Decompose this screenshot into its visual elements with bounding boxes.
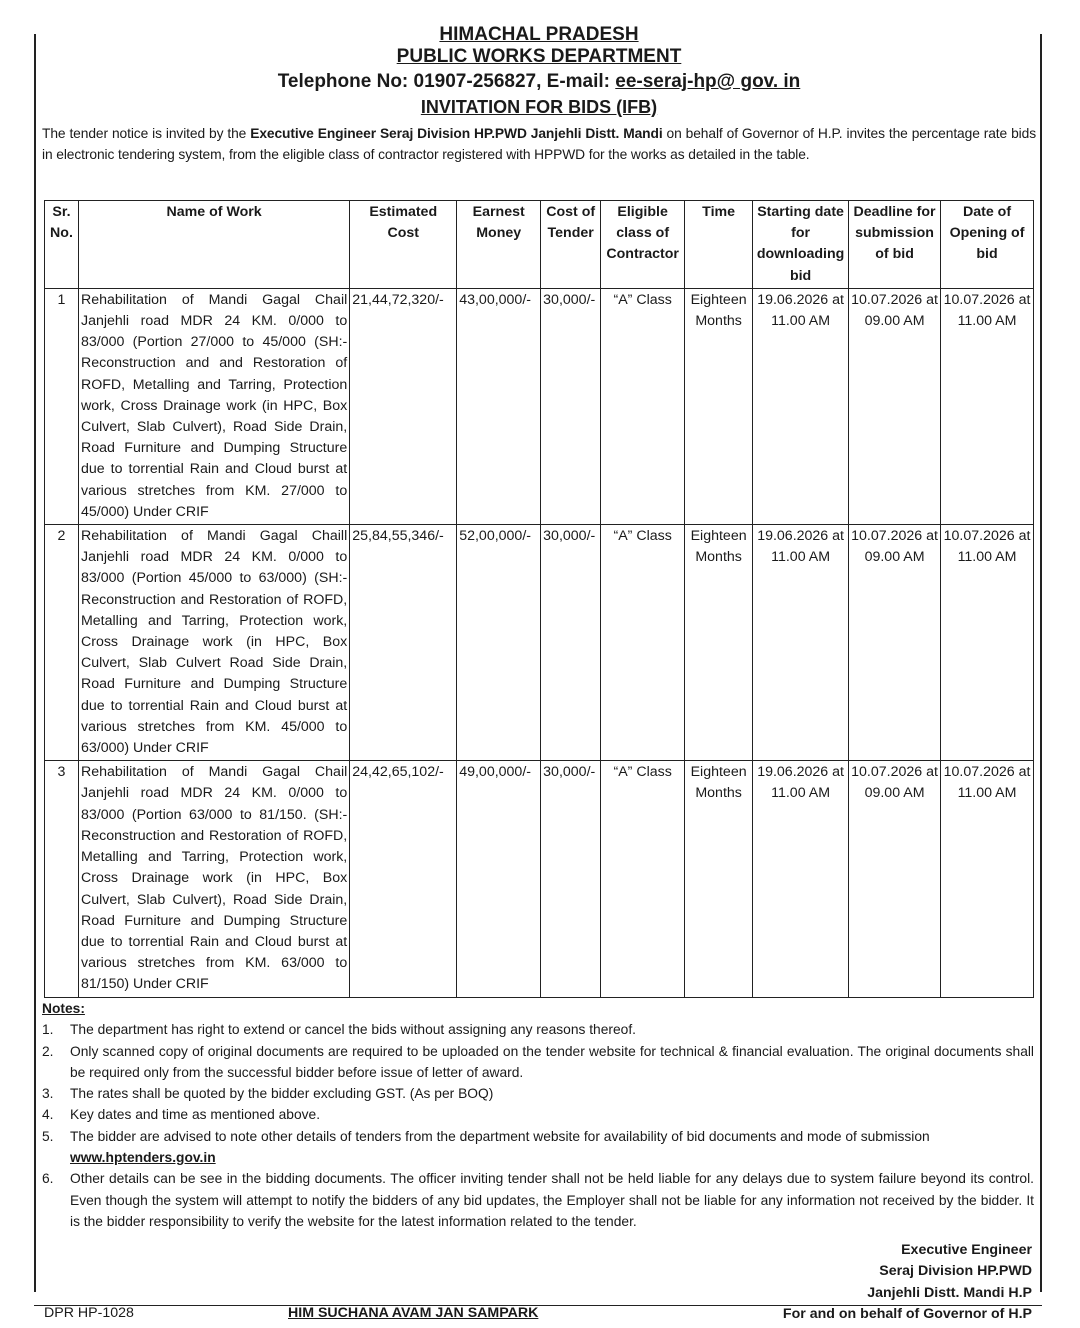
cell-opening: 10.07.2026 at 11.00 AM (941, 761, 1034, 997)
cell-opening: 10.07.2026 at 11.00 AM (941, 525, 1034, 761)
col-header-work: Name of Work (78, 201, 349, 289)
state-name: HIMACHAL PRADESH (439, 24, 639, 45)
cell-est-cost: 21,44,72,320/- (350, 288, 457, 524)
note-number: 2. (42, 1043, 54, 1059)
col-header-earnest: Earnest Money (457, 201, 541, 289)
col-header-est-cost: Estimated Cost (350, 201, 457, 289)
col-header-time: Time (685, 201, 753, 289)
signatory-division: Seraj Division HP.PWD (879, 1263, 1032, 1280)
tender-notice (34, 24, 1044, 1322)
col-header-start: Starting date for downloading bid (753, 201, 849, 289)
col-header-class: Eligible class of Contractor (601, 201, 685, 289)
note-text: The department has right to extend or cancel the bids without assigning any reasons thereof. (70, 1022, 637, 1038)
note-number: 6. (42, 1171, 54, 1187)
note-number: 5. (42, 1128, 54, 1144)
cell-tender-cost: 30,000/- (541, 525, 601, 761)
cell-sr: 3 (45, 761, 79, 997)
intro-text-2: on behalf of Governor of H.P. invites the percentage rate bids in electronic tendering system, from the eligible class of contractor registered with HPPWD for the works as detailed in the table. (42, 126, 1036, 162)
col-header-deadline: Deadline for submission of bid (849, 201, 941, 289)
telephone-text: Telephone No: 01907-256827, E-mail: (277, 71, 616, 92)
cell-start: 19.06.2026 at 11.00 AM (753, 288, 849, 524)
note-text: Key dates and time as mentioned above. (70, 1107, 321, 1123)
note-item (42, 1104, 1034, 1125)
signatory-location: Janjehli Distt. Mandi H.P (867, 1284, 1032, 1301)
email-address: ee-seraj-hp@ gov. in (615, 71, 801, 92)
intro-paragraph (42, 123, 1036, 165)
intro-authority: Executive Engineer Seraj Division HP.PWD Janjehli Distt. Mandi (250, 126, 663, 141)
note-number: 3. (42, 1086, 54, 1102)
cell-est-cost: 25,84,55,346/- (350, 525, 457, 761)
cell-deadline: 10.07.2026 at 09.00 AM (849, 288, 941, 524)
cell-deadline: 10.07.2026 at 09.00 AM (849, 761, 941, 997)
col-header-tender-cost: Cost of Tender (541, 201, 601, 289)
signature-block (783, 1240, 1032, 1325)
department-name: PUBLIC WORKS DEPARTMENT (396, 46, 682, 67)
cell-est-cost: 24,42,65,102/- (350, 761, 457, 997)
cell-tender-cost: 30,000/- (541, 288, 601, 524)
col-header-sr: Sr. No. (45, 201, 79, 289)
dpr-number: DPR HP-1028 (44, 1305, 134, 1321)
notes-heading: Notes: (42, 1001, 85, 1016)
cell-sr: 2 (45, 525, 79, 761)
note-item (42, 1041, 1034, 1084)
contact-line (34, 70, 1044, 94)
note-number: 1. (42, 1022, 54, 1038)
cell-earnest: 52,00,000/- (457, 525, 541, 761)
signatory-behalf: For and on behalf of Governor of H.P (782, 1305, 1032, 1322)
cell-start: 19.06.2026 at 11.00 AM (753, 761, 849, 997)
col-header-opening: Date of Opening of bid (941, 201, 1034, 289)
frame-left-border (34, 34, 36, 1292)
table-row (45, 525, 1034, 761)
cell-work: Rehabilitation of Mandi Gagal Chail Janjehli road MDR 24 KM. 0/000 to 83/000 (Portion 63/000 to 81/150. (SH:- Reconstruction and Restoration of ROFD, Metalling and Tarring, Protection work, Cross Drainage work (in HPC, Box Culvert, Slab Culvert), Road Side Drain, Road Furniture and Dumping Structure due to torrential Rain and Cloud burst at various stretches from KM. 63/000 to 81/150) Under CRIF (78, 761, 349, 997)
publisher-name: HIM SUCHANA AVAM JAN SAMPARK (288, 1305, 539, 1321)
note-text: Only scanned copy of original documents are required to be uploaded on the tender website for technical & financial evaluation. The original documents shall be required only from the successful bidder before issue of letter of award. (70, 1043, 1034, 1080)
note-text: The bidder are advised to note other details of tenders from the department website for availability of bid documents and mode of submission (70, 1128, 930, 1144)
bids-table (44, 200, 1034, 998)
cell-work: Rehabilitation of Mandi Gagal Chail Janjehli road MDR 24 KM. 0/000 to 83/000 (Portion 27/000 to 45/000 (SH:- Reconstruction and and Restoration of ROFD, Metalling and Tarring, Protection work, Cross Drainage work (in HPC, Box Culvert, Slab Culvert), Road Side Drain, Road Furniture and Dumping Structure due to torrential Rain and Cloud burst at various stretches from KM. 27/000 to 45/000) Under CRIF (78, 288, 349, 524)
cell-earnest: 49,00,000/- (457, 761, 541, 997)
cell-earnest: 43,00,000/- (457, 288, 541, 524)
table-header-row (45, 201, 1034, 289)
note-text: The rates shall be quoted by the bidder excluding GST. (As per BOQ) (70, 1086, 494, 1102)
table-row (45, 761, 1034, 997)
cell-tender-cost: 30,000/- (541, 761, 601, 997)
frame-right-border (1040, 34, 1042, 1292)
signatory-title: Executive Engineer (901, 1242, 1032, 1258)
note-text: Other details can be see in the bidding documents. The officer inviting tender shall not be held liable for any delays due to system failure beyond its control. Even though the system will attempt to notify the bidders of any bid updates, the Employer shall not be liable for any information not received by the bidder. It is the bidder responsibility to verify the website for the latest information related to the tender. (70, 1171, 1034, 1229)
notes-section (42, 998, 1034, 1232)
cell-time: Eighteen Months (685, 525, 753, 761)
notice-title: INVITATION FOR BIDS (IFB) (420, 97, 658, 117)
tender-website-link[interactable]: www.hptenders.gov.in (70, 1150, 216, 1166)
table-row (45, 288, 1034, 524)
cell-work: Rehabilitation of Mandi Gagal Chaill Janjehli road MDR 24 KM. 0/000 to 83/000 (Portion 45/000 to 63/000) (SH:- Reconstruction and Restoration of ROFD, Metalling and Tarring, Protection work, Cross Drainage work (in HPC, Box Culvert, Slab Culvert Road Side Drain, Road Furniture and Dumping Structure due to torrential Rain and Cloud burst at various stretches from KM. 45/000 to 63/000) Under CRIF (78, 525, 349, 761)
cell-opening: 10.07.2026 at 11.00 AM (941, 288, 1034, 524)
cell-start: 19.06.2026 at 11.00 AM (753, 525, 849, 761)
note-number: 4. (42, 1107, 54, 1123)
cell-time: Eighteen Months (685, 761, 753, 997)
cell-sr: 1 (45, 288, 79, 524)
note-item (42, 1126, 1034, 1169)
note-item (42, 1168, 1034, 1232)
cell-deadline: 10.07.2026 at 09.00 AM (849, 525, 941, 761)
notice-header (34, 24, 1044, 119)
note-body (70, 1126, 1034, 1169)
cell-class: “A” Class (601, 761, 685, 997)
intro-text-1: The tender notice is invited by the (42, 126, 251, 141)
cell-time: Eighteen Months (685, 288, 753, 524)
note-item (42, 1083, 1034, 1104)
cell-class: “A” Class (601, 525, 685, 761)
cell-class: “A” Class (601, 288, 685, 524)
note-item (42, 1019, 1034, 1040)
